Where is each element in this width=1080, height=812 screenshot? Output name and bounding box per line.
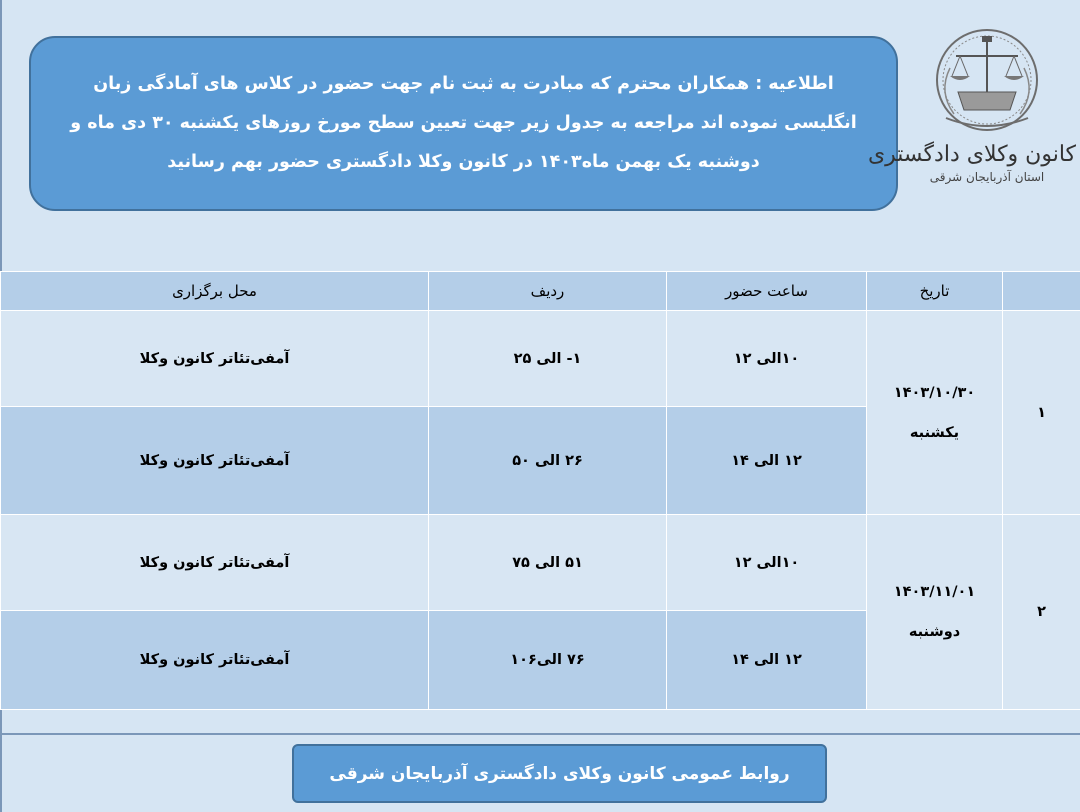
table-header-row	[1, 272, 1080, 311]
logo-subtitle: استان آذربایجان شرقی	[929, 170, 1045, 184]
table-row	[1, 515, 1080, 611]
date-cell	[867, 515, 1003, 710]
row-range-cell: ۲۶ الی ۵۰	[429, 407, 667, 515]
date-cell	[867, 311, 1003, 515]
logo-title: کانون وکلای دادگستری	[867, 142, 1076, 167]
location-cell: آمفی‌تئاتر کانون وکلا	[1, 311, 429, 407]
time-cell: ۱۲ الی ۱۴	[667, 407, 867, 515]
scales-emblem-icon	[898, 22, 1076, 142]
time-cell: ۱۰الی ۱۲	[667, 515, 867, 611]
row-range-cell: ۷۶ الی۱۰۶	[429, 611, 667, 710]
time-cell: ۱۰الی ۱۲	[667, 311, 867, 407]
index-cell: ۲	[1003, 515, 1080, 710]
weekday-value: یکشنبه	[909, 424, 960, 441]
header-location: محل برگزاری	[1, 272, 429, 311]
announcement-line-1: اطلاعیه : همکاران محترم که مبادرت به ثبت نام جهت حضور در کلاس های آمادگی زبان	[93, 74, 834, 94]
table-row	[1, 311, 1080, 407]
row-range-cell: ۱- الی ۲۵	[429, 311, 667, 407]
header-index	[1003, 272, 1080, 311]
announcement-line-2: انگلیسی نموده اند مراجعه به جدول زیر جهت تعیین سطح مورخ روزهای یکشنبه ۳۰ دی ماه و	[70, 113, 857, 133]
date-value: ۱۴۰۳/۱۰/۳۰	[893, 384, 976, 401]
bar-association-logo	[867, 22, 1076, 194]
location-cell: آمفی‌تئاتر کانون وکلا	[1, 515, 429, 611]
weekday-value: دوشنبه	[908, 624, 961, 640]
footer-divider	[0, 733, 1080, 735]
schedule-table	[0, 271, 1080, 710]
index-cell: ۱	[1003, 311, 1080, 515]
announcement-text	[70, 65, 856, 182]
announcement-line-3: دوشنبه یک بهمن ماه۱۴۰۳ در کانون وکلا دادگستری حضور بهم رسانید	[167, 152, 760, 172]
time-cell: ۱۲ الی ۱۴	[667, 611, 867, 710]
header-row: ردیف	[429, 272, 667, 311]
header-time: ساعت حضور	[667, 272, 867, 311]
location-cell: آمفی‌تئاتر کانون وکلا	[1, 611, 429, 710]
public-relations-label: روابط عمومی کانون وکلای دادگستری آذربایجان شرقی	[292, 744, 827, 803]
date-value: ۱۴۰۳/۱۱/۰۱	[893, 584, 976, 600]
row-range-cell: ۵۱ الی ۷۵	[429, 515, 667, 611]
announcement-box	[29, 36, 898, 211]
location-cell: آمفی‌تئاتر کانون وکلا	[1, 407, 429, 515]
header-date: تاریخ	[867, 272, 1003, 311]
